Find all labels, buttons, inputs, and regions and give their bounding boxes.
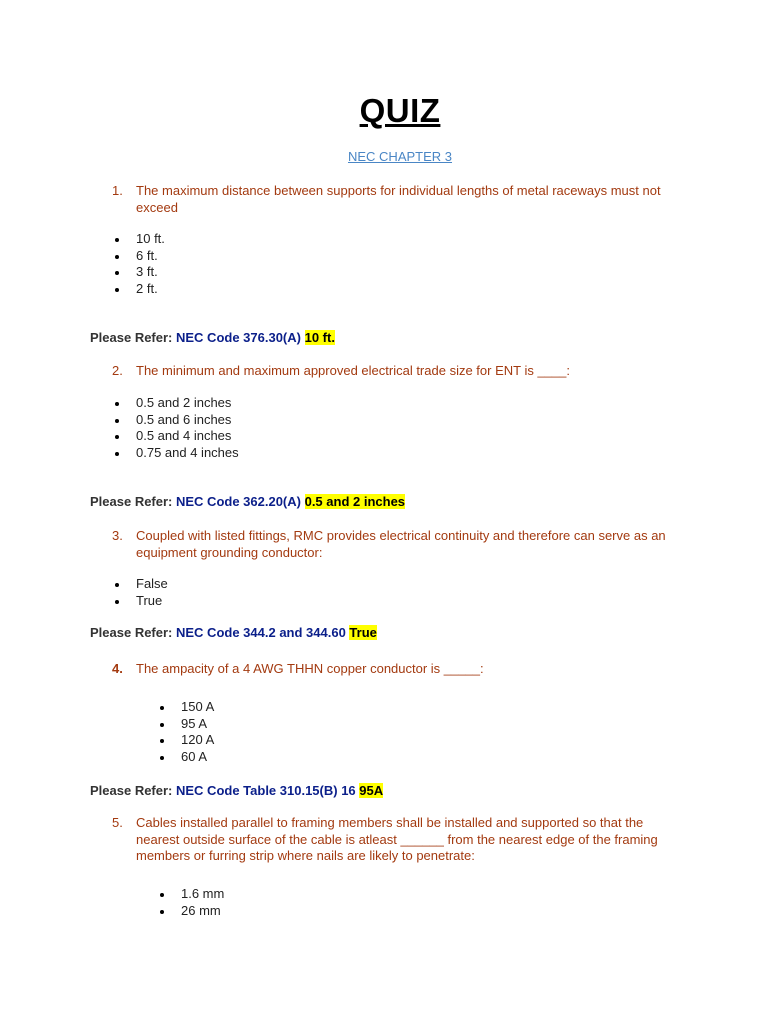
- question-text: The maximum distance between supports for individual lengths of metal raceways must not exceed: [136, 183, 661, 215]
- reference-label: Please Refer:: [90, 783, 176, 798]
- reference-label: Please Refer:: [90, 494, 176, 509]
- list-item: 95 A: [157, 716, 214, 733]
- question-text: The minimum and maximum approved electrical trade size for ENT is ____:: [136, 363, 570, 378]
- options-list-4: [157, 699, 214, 765]
- options-list-1: [112, 231, 165, 297]
- reference-2: [90, 494, 405, 510]
- reference-label: Please Refer:: [90, 330, 176, 345]
- question-5: [112, 815, 682, 865]
- reference-code: NEC Code Table 310.15(B) 16: [176, 783, 360, 798]
- question-number: 2.: [112, 363, 123, 378]
- list-item: 60 A: [157, 749, 214, 766]
- list-item: 3 ft.: [112, 264, 165, 281]
- list-item: 10 ft.: [112, 231, 165, 248]
- question-2: [112, 363, 682, 380]
- options-list-5: [157, 886, 224, 919]
- list-item: 150 A: [157, 699, 214, 716]
- page-title: QUIZ: [359, 92, 441, 129]
- question-3: [112, 528, 682, 561]
- list-item: 0.5 and 6 inches: [112, 412, 239, 429]
- reference-4: [90, 783, 383, 799]
- list-item: 0.75 and 4 inches: [112, 445, 239, 462]
- list-item: 0.5 and 2 inches: [112, 395, 239, 412]
- list-item: 120 A: [157, 732, 214, 749]
- question-text: Coupled with listed fittings, RMC provides electrical continuity and therefore can serve as an equipment grounding conductor:: [136, 528, 666, 560]
- question-text: The ampacity of a 4 AWG THHN copper conductor is _____:: [136, 661, 484, 676]
- list-item: 2 ft.: [112, 281, 165, 298]
- list-item: True: [112, 593, 168, 610]
- reference-code: NEC Code 344.2 and 344.60: [176, 625, 350, 640]
- question-text: Cables installed parallel to framing members shall be installed and supported so that the nearest outside surface of the cable is atleast ______ from the nearest edge of the framing members or furring strip where nails are likely to penetrate:: [136, 815, 658, 863]
- list-item: False: [112, 576, 168, 593]
- question-number: 4.: [112, 661, 123, 676]
- chapter-link[interactable]: NEC CHAPTER 3: [347, 149, 453, 164]
- options-list-2: [112, 395, 239, 461]
- question-number: 1.: [112, 183, 123, 198]
- question-number: 5.: [112, 815, 123, 830]
- reference-label: Please Refer:: [90, 625, 176, 640]
- answer-highlight: 0.5 and 2 inches: [304, 494, 406, 509]
- answer-highlight: True: [349, 625, 377, 640]
- question-4: [112, 661, 682, 678]
- options-list-3: [112, 576, 168, 609]
- reference-3: [90, 625, 377, 641]
- list-item: 0.5 and 4 inches: [112, 428, 239, 445]
- reference-code: NEC Code 362.20(A): [176, 494, 305, 509]
- answer-highlight: 10 ft.: [304, 330, 335, 345]
- list-item: 1.6 mm: [157, 886, 224, 903]
- answer-highlight: 95A: [359, 783, 384, 798]
- reference-1: [90, 330, 335, 346]
- question-number: 3.: [112, 528, 123, 543]
- reference-code: NEC Code 376.30(A): [176, 330, 305, 345]
- list-item: 6 ft.: [112, 248, 165, 265]
- list-item: 26 mm: [157, 903, 224, 920]
- question-1: [112, 183, 682, 216]
